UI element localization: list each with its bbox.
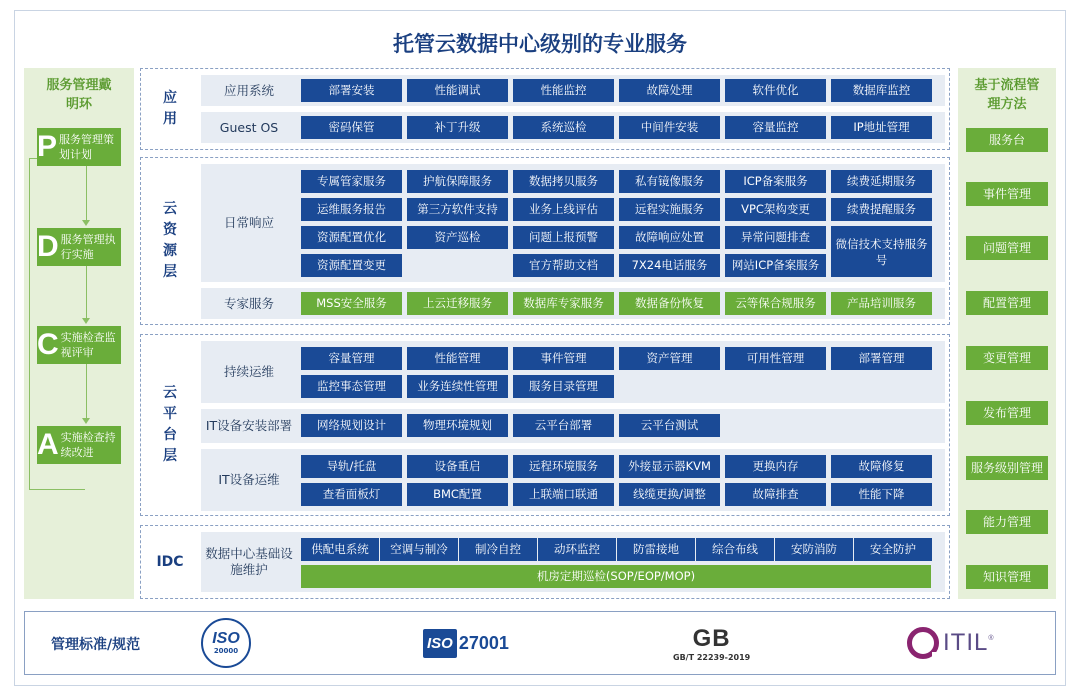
logo-text: GB [692,624,731,652]
service-cell: 部署安装 [301,79,402,102]
layer-application [140,68,950,150]
service-cell: 业务上线评估 [513,198,614,221]
iso-20000-logo [201,618,251,668]
row-expert-service [201,288,945,319]
layer-idc [140,525,950,599]
service-cell: 防雷接地 [617,538,695,561]
service-cell: 网站ICP备案服务 [725,254,826,277]
service-cell: 专属管家服务 [301,170,402,193]
row-label: 应用系统 [223,82,274,98]
pdca-letter: A [37,428,59,461]
layer-label: 应用 [163,90,177,127]
pdca-letter: P [37,130,58,163]
pdca-text: 服务管理策划计划 [59,133,115,161]
logo-text: ISO [423,629,457,658]
process-item: 服务台 [966,128,1048,152]
row-label: 日常响应 [223,215,274,230]
logo-sub: GB/T 22239-2019 [673,652,751,662]
pdca-step-do [37,228,121,266]
service-cell: 性能监控 [513,79,614,102]
service-cell: 数据备份恢复 [619,292,720,315]
right-panel-title: 基于流程管理方法 [974,78,1040,112]
service-cell: 7X24电话服务 [619,254,720,277]
row-it-ops [201,449,945,511]
logo-text: ITIL [943,629,989,656]
pdca-step-act [37,426,121,464]
process-item: 发布管理 [966,401,1048,425]
diagram-title: 托管云数据中心级别的专业服务 [393,32,687,56]
service-cell: 导轨/托盘 [301,455,402,478]
row-guest-os [201,112,945,143]
service-cell: 云平台部署 [513,414,614,437]
service-cell: 安全防护 [854,538,932,561]
service-cell: IP地址管理 [831,116,932,139]
service-cell: 问题上报预警 [513,226,614,249]
service-cell: 上云迁移服务 [407,292,508,315]
row-label: IT设备安装部署 [205,418,293,433]
service-cell: 可用性管理 [725,347,826,370]
service-cell: 事件管理 [513,347,614,370]
service-cell: 性能下降 [831,483,932,506]
service-cell: 业务连续性管理 [407,375,508,398]
service-cell: BMC配置 [407,483,508,506]
service-cell: 容量监控 [725,116,826,139]
layer-label: IDC [156,553,184,570]
process-item: 变更管理 [966,346,1048,370]
process-item: 能力管理 [966,510,1048,534]
service-cell: 故障排查 [725,483,826,506]
layer-cloud-resource [140,157,950,325]
service-cell: 物理环境规划 [407,414,508,437]
service-cell: 第三方软件支持 [407,198,508,221]
row-label: 专家服务 [223,295,274,311]
service-cell: 服务目录管理 [513,375,614,398]
service-cell: 续费提醒服务 [831,198,932,221]
service-cell: 综合布线 [696,538,774,561]
pdca-letter: C [37,328,59,361]
left-panel-title: 服务管理戴明环 [46,78,112,112]
service-cell: 中间件安装 [619,116,720,139]
service-cell: 网络规划设计 [301,414,402,437]
row-dc-infrastructure [201,532,945,592]
logo-text: ISO [212,630,240,647]
pdca-text: 服务管理执行实施 [60,233,116,261]
service-cell: 远程实施服务 [619,198,720,221]
service-cell: 数据库监控 [831,79,932,102]
service-cell: 资源配置变更 [301,254,402,277]
logo-sub: 27001 [458,632,509,653]
service-cell: 续费延期服务 [831,170,932,193]
service-cell-wide: 机房定期巡检(SOP/EOP/MOP) [301,565,931,588]
service-cell: 空调与制冷 [380,538,458,561]
service-cell: 性能调试 [407,79,508,102]
service-cell: 外接显示器KVM [619,455,720,478]
service-cell: 软件优化 [725,79,826,102]
service-cell: 故障修复 [831,455,932,478]
service-cell: 数据拷贝服务 [513,170,614,193]
process-item: 事件管理 [966,182,1048,206]
row-label: 持续运维 [223,364,274,379]
service-cell: 动环监控 [538,538,616,561]
service-cell: 补丁升级 [407,116,508,139]
right-panel-process-management [958,68,1056,599]
service-cell: 容量管理 [301,347,402,370]
process-item: 服务级别管理 [966,456,1048,480]
service-cell: 性能管理 [407,347,508,370]
arrow-down-icon [82,220,90,226]
itil-ring-icon [907,627,939,659]
service-cell: 资源配置优化 [301,226,402,249]
service-cell: 监控事态管理 [301,375,402,398]
iso-27001-logo [423,618,509,668]
row-daily-response [201,164,945,282]
pdca-step-check [37,326,121,364]
row-label: Guest OS [219,119,279,135]
service-cell: MSS安全服务 [301,292,402,315]
service-cell: VPC架构变更 [725,198,826,221]
layer-cloud-platform [140,334,950,516]
service-cell: 线缆更换/调整 [619,483,720,506]
standards-footer [24,611,1056,675]
row-label: 数据中心基础设施维护 [205,546,293,577]
service-cell: 制冷自控 [459,538,537,561]
pdca-step-plan [37,128,121,166]
footer-label: 管理标准/规范 [51,637,141,653]
pdca-text: 实施检查持续改进 [60,431,116,459]
service-cell: 密码保管 [301,116,402,139]
process-item: 配置管理 [966,291,1048,315]
itil-logo [907,618,994,668]
service-cell: 安防消防 [775,538,853,561]
service-cell: 部署管理 [831,347,932,370]
service-cell: 故障处理 [619,79,720,102]
row-it-install [201,409,945,443]
pdca-letter: D [37,230,59,263]
service-cell: 微信技术支持服务号 [831,226,932,277]
service-cell: 云等保合规服务 [725,292,826,315]
service-cell: 系统巡检 [513,116,614,139]
service-cell: 运维服务报告 [301,198,402,221]
service-cell: ICP备案服务 [725,170,826,193]
arrow-down-icon [82,318,90,324]
service-cell: 查看面板灯 [301,483,402,506]
pdca-text: 实施检查监视评审 [60,331,116,359]
service-cell: 更换内存 [725,455,826,478]
arrow-down-icon [82,418,90,424]
layer-label: 云平台层 [163,385,177,464]
service-cell: 数据库专家服务 [513,292,614,315]
service-cell: 云平台测试 [619,414,720,437]
service-cell: 故障响应处置 [619,226,720,249]
service-cell: 资产巡检 [407,226,508,249]
row-continuous-ops [201,341,945,403]
service-cell: 私有镜像服务 [619,170,720,193]
service-cell: 官方帮助文档 [513,254,614,277]
service-cell: 供配电系统 [301,538,379,561]
layer-label: 云资源层 [163,201,177,280]
row-app-system [201,75,945,106]
service-cell: 上联端口联通 [513,483,614,506]
service-cell: 产品培训服务 [831,292,932,315]
row-label: IT设备运维 [218,472,280,487]
service-cell: 异常问题排查 [725,226,826,249]
logo-sub: 20000 [213,647,239,655]
gb-logo [673,618,750,668]
process-item: 问题管理 [966,236,1048,260]
process-item: 知识管理 [966,565,1048,589]
left-panel-deming-cycle [24,68,134,599]
logo-sub: ® [988,635,994,642]
service-cell: 远程环境服务 [513,455,614,478]
service-cell: 护航保障服务 [407,170,508,193]
service-cell: 设备重启 [407,455,508,478]
service-cell: 资产管理 [619,347,720,370]
